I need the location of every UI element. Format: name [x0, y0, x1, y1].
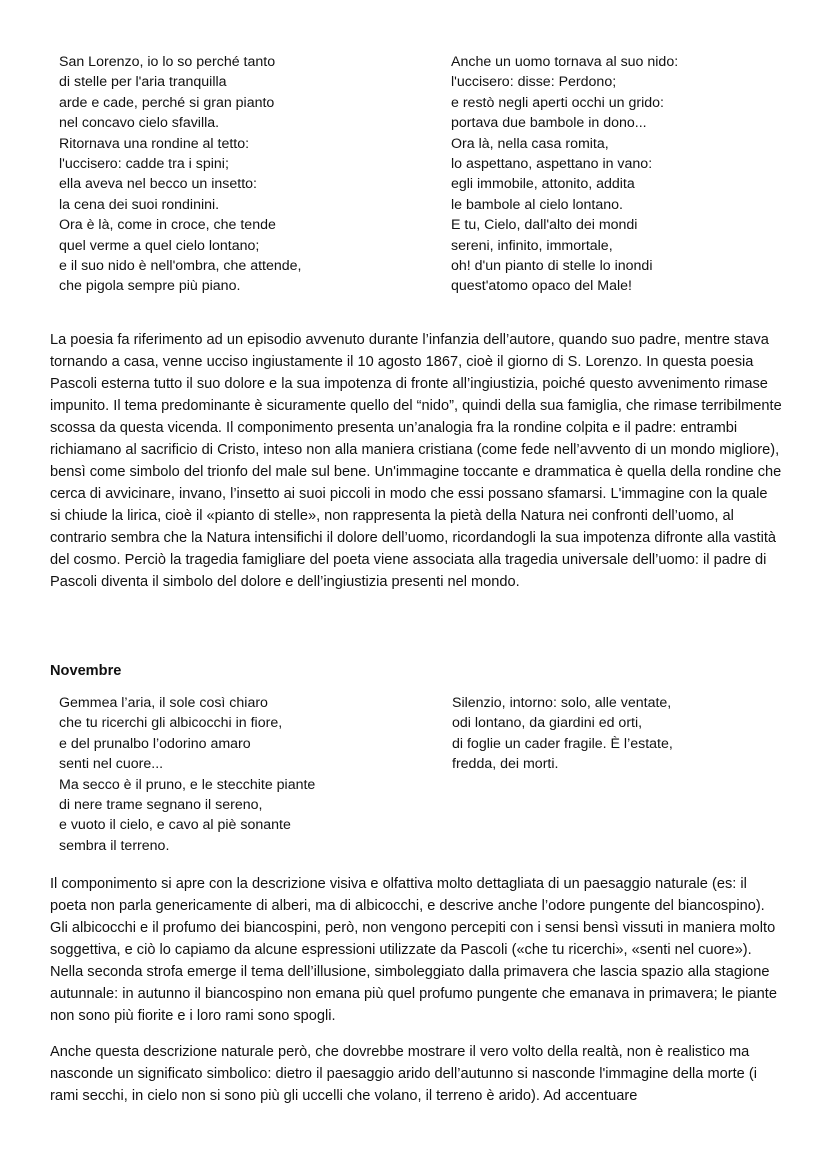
analysis-paragraph-novembre-1 [50, 873, 782, 1027]
poem-line: l'uccisero: disse: Perdono; [451, 74, 617, 91]
poem-line: e restò negli aperti occhi un grido: [451, 94, 664, 111]
poem-line: Anche un uomo tornava al suo nido: [451, 54, 679, 70]
poem-line: E tu, Cielo, dall'alto dei mondi [451, 217, 638, 234]
poem-novembre-right-column [452, 693, 673, 775]
poem-line: arde e cade, perché si gran pianto [59, 94, 275, 111]
poem-line: ella aveva nel becco un insetto: [59, 176, 257, 193]
poem-line: nel concavo cielo sfavilla. [59, 115, 220, 132]
poem-line: Silenzio, intorno: solo, alle ventate, [452, 695, 672, 711]
analysis-text: Il componimento si apre con la descrizione visiva e olfattiva molto dettagliata di un paesaggio naturale (es: il poeta non parla genericamente di alberi, ma di albicocchi, e descrive anche l’odore pungente del biancospino). Gli albicocchi e il profumo dei biancospini, però, non vengono percepiti con i sensi bensì vissuti in maniera molto soggettiva, e ciò lo capiamo da alcune espressioni utilizzate da Pascoli («che tu ricerchi», «senti nel cuore»). Nella seconda strofa emerge il tema dell’illusione, simboleggiato dalla primavera che lascia spazio alla stagione autunnale: in autunno il biancospino non emana più quel profumo pungente che emanava in primavera; le piante non sono più fiorite e i loro rami sono spogli. [50, 876, 777, 1024]
poem-x-agosto-right-column [451, 52, 678, 297]
poem-line: che tu ricerchi gli albicocchi in fiore, [59, 715, 283, 732]
poem-line: di foglie un cader fragile. È l’estate, [452, 735, 673, 752]
analysis-text: Anche questa descrizione naturale però, che dovrebbe mostrare il vero volto della realtà, non è realistico ma nasconde un significato simbolico: dietro il paesaggio arido dell’autunno si nasconde l'immagine della morte (i rami secchi, in cielo non si sono più gli uccelli che volano, il terreno è arido). Ad accentuare [50, 1044, 757, 1104]
poem-line: lo aspettano, aspettano in vano: [451, 156, 653, 173]
analysis-text: La poesia fa riferimento ad un episodio avvenuto durante l’infanzia dell’autore, quando suo padre, mentre stava tornando a casa, venne ucciso ingiustamente il 10 agosto 1867, cioè il giorno di S. Lorenzo. In questa poesia Pascoli esterna tutto il suo dolore e la sua impotenza di fronte all’ingiustizia, poiché questo avvenimento rimase impunito. Il tema predominante è sicuramente quello del “nido”, quindi della sua famiglia, che rimase terribilmente scossa da questa vicenda. Il componimento presenta un’analogia fra la rondine colpita e il padre: entrambi richiamano al sacrificio di Cristo, inteso non alla maniera cristiana (come fede nell’avvento di un mondo migliore), bensì come simbolo del trionfo del male sul bene. Un'immagine toccante e drammatica è quella della rondine che cerca di avvicinare, invano, l’insetto ai suoi piccoli in modo che essi possano sfamarsi. L'immagine con la quale si chiude la lirica, cioè il «pianto di stelle», non rappresenta la pietà della Natura nei confronti dell’uomo, al contrario sembra che la Natura intensifichi il dolore dell’uomo, ricordandogli la sua impotenza difronte alla vastità del cosmo. Perciò la tragedia famigliare del poeta viene associata alla tragedia universale dell’uomo: il padre di Pascoli diventa il simbolo del dolore e dell’ingiustizia presenti nel mondo. [50, 332, 782, 590]
poem-line: oh! d'un pianto di stelle lo inondi [451, 258, 653, 275]
poem-novembre-left-column [59, 693, 315, 856]
poem-line: e vuoto il cielo, e cavo al piè sonante [59, 817, 291, 834]
poem-line: quel verme a quel cielo lontano; [59, 237, 260, 254]
poem-line: Ma secco è il pruno, e le stecchite piante [59, 776, 316, 793]
poem-line: odi lontano, da giardini ed orti, [452, 715, 643, 732]
poem-line: di nere trame segnano il sereno, [59, 797, 263, 814]
section-heading-novembre: Novembre [50, 663, 122, 679]
poem-line: sereni, infinito, immortale, [451, 237, 613, 254]
poem-line: egli immobile, attonito, addita [451, 176, 635, 193]
poem-line: Gemmea l’aria, il sole così chiaro [59, 695, 268, 711]
poem-line: e del prunalbo l’odorino amaro [59, 735, 251, 752]
poem-line: Ora là, nella casa romita, [451, 135, 609, 152]
poem-line: senti nel cuore... [59, 756, 164, 773]
poem-line: sembra il terreno. [59, 837, 170, 854]
poem-line: portava due bambole in dono... [451, 115, 647, 132]
poem-line: di stelle per l'aria tranquilla [59, 74, 227, 91]
poem-line: la cena dei suoi rondinini. [59, 196, 220, 213]
poem-line: l'uccisero: cadde tra i spini; [59, 156, 229, 173]
analysis-paragraph-novembre-2 [50, 1041, 782, 1107]
poem-x-agosto-left-column [59, 52, 301, 297]
poem-x-agosto [0, 52, 828, 312]
poem-line: quest'atomo opaco del Male! [451, 278, 632, 295]
poem-line: e il suo nido è nell'ombra, che attende, [59, 258, 302, 275]
analysis-paragraph-x-agosto [50, 329, 782, 593]
poem-line: Ora è là, come in croce, che tende [59, 217, 276, 234]
poem-line: San Lorenzo, io lo so perché tanto [59, 54, 276, 70]
poem-line: che pigola sempre più piano. [59, 278, 241, 295]
poem-line: Ritornava una rondine al tetto: [59, 135, 250, 152]
poem-line: le bambole al cielo lontano. [451, 196, 623, 213]
poem-line: fredda, dei morti. [452, 756, 559, 773]
